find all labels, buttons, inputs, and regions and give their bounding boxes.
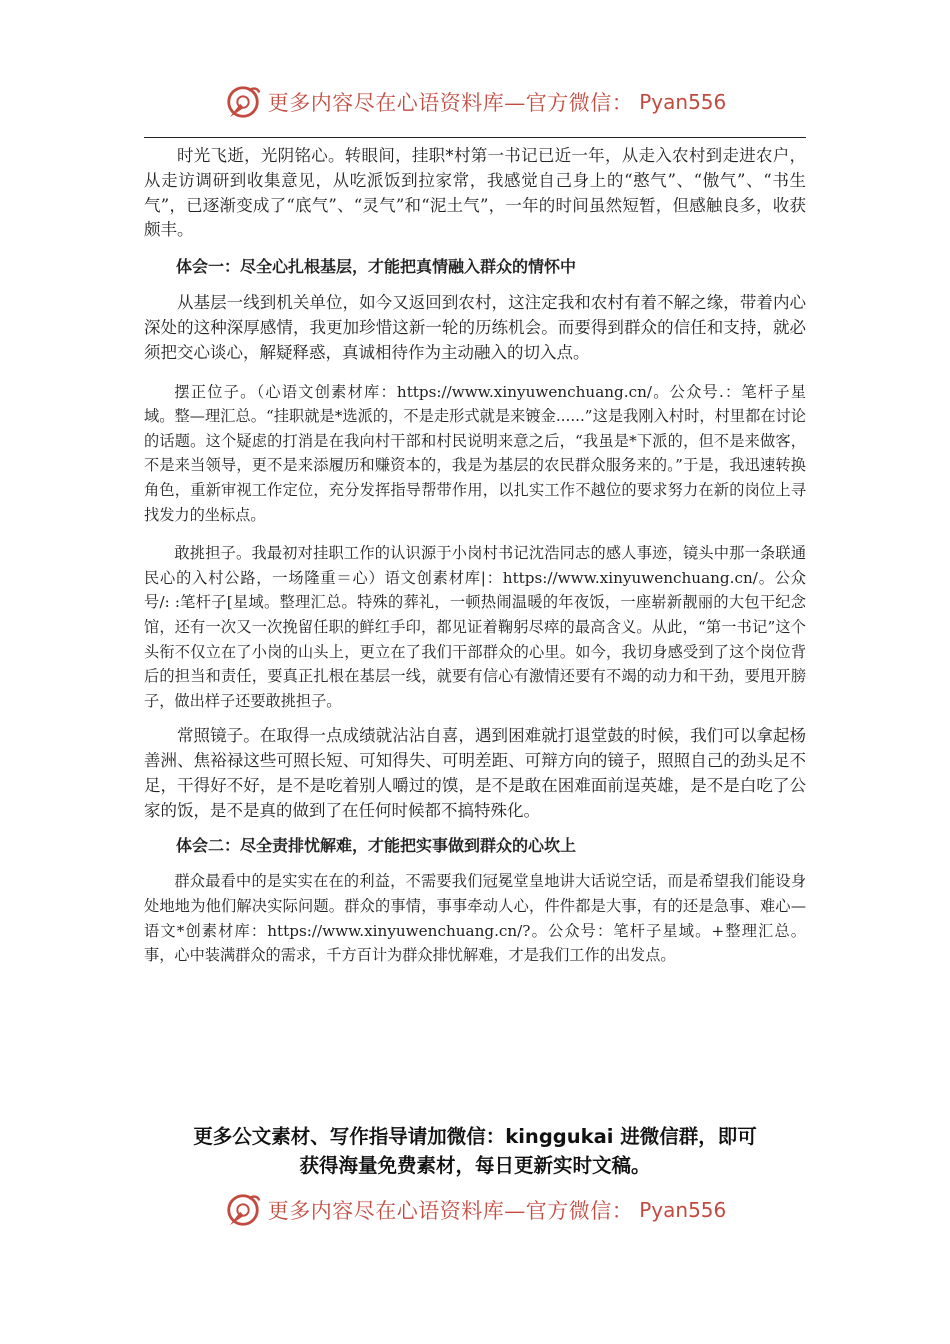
body-paragraph: 敢挑担子。我最初对挂职工作的认识源于小岗村书记沈浩同志的感人事迹，镜头中那一条联通民心的入村公路，一场隆重＝心）语文创素材库|：https://www.xinyuwenchuang.cn/。公众号/: :笔杆子[星域。整理汇总。特殊的葬礼，一顿热闹温暖的年夜饭，一座崭新靓丽的大包干纪念馆，还有一次又一次挽留任职的鲜红手印，都见证着鞠躬尽瘁的最高含义。从此，“第一书记”这个头衔不仅立在了小岗的山头上，更立在了我们干部群众的心里。如今，我切身感受到了这个岗位背后的担当和责任，要真正扎根在基层一线，就要有信心有激情还要有不竭的动力和干劲，要甩开膀子，做出样子还要敢挑担子。 xyxy=(144,544,806,710)
promo-line-1: 更多公文素材、写作指导请加微信：kinggukai 进微信群，即可 xyxy=(193,1125,757,1148)
header-banner xyxy=(0,80,950,124)
body-paragraph: 群众最看中的是实实在在的利益，不需要我们冠冕堂皇地讲大话说空话，而是希望我们能设身处地地为他们解决实际问题。群众的事情，事事牵动人心，件件都是大事，有的还是急事、难心—语文*创素材库：https://www.xinyuwenchuang.cn/?。公众号：笔杆子星域。+整理汇总。事，心中装满群众的需求，千方百计为群众排忧解难，才是我们工作的出发点。 xyxy=(144,872,806,965)
body-paragraph: 从基层一线到机关单位，如今又返回到农村，这注定我和农村有着不解之缘，带着内心深处的这种深厚感情，我更加珍惜这新一轮的历练机会。而要得到群众的信任和支持，就必须把交心谈心，解疑释惑，真诚相待作为主动融入的切入点。 xyxy=(144,293,806,362)
pen-nib-circle-logo xyxy=(224,83,262,121)
header-rule xyxy=(144,137,806,138)
footer-banner xyxy=(0,1188,950,1232)
intro-paragraph: 时光飞逝，光阴铭心。转眼间，挂职*村第一书记已近一年，从走入农村到走进农户，从走访调研到收集意见，从吃派饭到拉家常，我感觉自己身上的“憨气”、“傲气”、“书生气”，已逐渐变成了“底气”、“灵气”和“泥土气”，一年的时间虽然短暂，但感触良多，收获颇丰。 xyxy=(144,146,806,240)
section-heading-1: 体会一：尽全心扎根基层，才能把真情融入群众的情怀中 xyxy=(176,257,577,277)
promo-note xyxy=(144,1122,806,1180)
article-body xyxy=(144,144,806,968)
header-banner-handle: Pyan556 xyxy=(639,90,727,114)
body-paragraph: 常照镜子。在取得一点成绩就沾沾自喜，遇到困难就打退堂鼓的时候，我们可以拿起杨善洲、焦裕禄这些可照长短、可知得失、可明差距、可辩方向的镜子，照照自己的劲头足不足，干得好不好，是不是吃着别人嚼过的馍，是不是敢在困难面前逞英雄，是不是白吃了公家的饭，是不是真的做到了在任何时候都不搞特殊化。 xyxy=(144,726,806,820)
pen-nib-circle-logo xyxy=(224,1191,262,1229)
footer-banner-handle: Pyan556 xyxy=(639,1198,727,1222)
footer-banner-text: 更多内容尽在心语资料库—官方微信： xyxy=(267,1199,634,1223)
section-heading-2: 体会二：尽全责排忧解难，才能把实事做到群众的心坎上 xyxy=(176,836,577,856)
promo-line-2: 获得海量免费素材，每日更新实时文稿。 xyxy=(299,1154,651,1177)
header-banner-text: 更多内容尽在心语资料库—官方微信： xyxy=(267,91,634,115)
body-paragraph: 摆正位子。（心语文创素材库：https://www.xinyuwenchuang.cn/。公众号.：笔杆子星域。整—理汇总。“挂职就是*选派的，不是走形式就是来镀金......”这是我刚入村时，村里都在讨论的话题。这个疑虑的打消是在我向村干部和村民说明来意之后，“我虽是*下派的，但不是来做客，不是来当领导，更不是来添履历和赚资本的，我是为基层的农民群众服务来的。”于是，我迅速转换角色，重新审视工作定位，充分发挥指导帮带作用，以扎实工作不越位的要求努力在新的岗位上寻找发力的坐标点。 xyxy=(144,382,806,524)
